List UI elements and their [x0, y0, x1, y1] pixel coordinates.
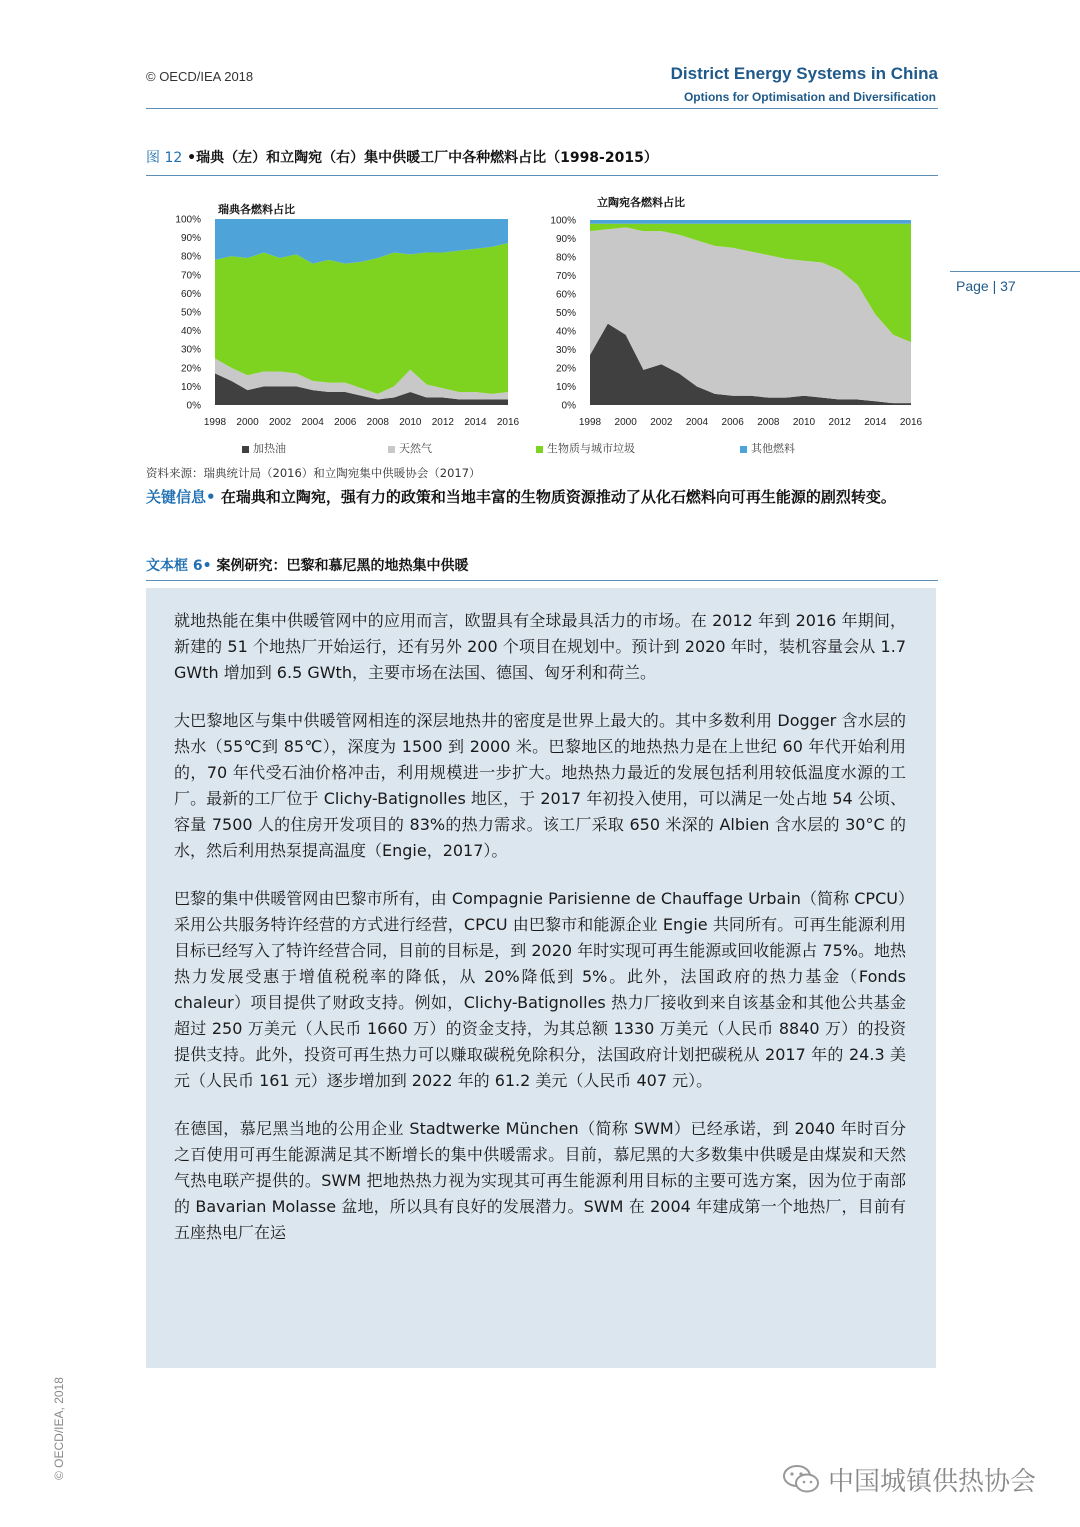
- y-tick-label: 10%: [555, 382, 576, 393]
- legend-item-gas: [388, 440, 432, 456]
- y-tick-label: 0%: [561, 400, 576, 412]
- chart-title: 瑞典各燃料占比: [218, 203, 295, 216]
- figure-caption-text: •瑞典（左）和立陶宛（右）集中供暖工厂中各种燃料占比（1998-2015）: [187, 150, 658, 166]
- vertical-copyright: [52, 1350, 70, 1480]
- lithuania-fuel-share-chart: [545, 192, 935, 435]
- box-caption: [146, 555, 468, 575]
- case-study-paragraph-3: 巴黎的集中供暖管网由巴黎市所有，由 Compagnie Parisienne de Chauffage Urbain（简称 CPCU）采用公共服务特许经营的方式进行经营，CPCU 由巴黎市和能源企业 Engie 共同所有。可再生能源利用目标已经写入了特许经营合同，目前的目标是，到 2020 年时实现可再生能源或回收能源占 75%。地热热力发展受惠于增值税税率的降低，从 20%降低到 5%。此外，法国政府的热力基金（Fonds chaleur）项目提供了财政支持。例如，Clichy-Batignolles 热力厂接收到来自该基金和其他公共基金超过 250 万美元（人民币 1660 万）的资金支持，为其总额 1330 万美元（人民币 8840 万）的投资提供支持。此外，投资可再生热力可以赚取碳税免除积分，法国政府计划把碳税从 2017 年的 24.3 美元（人民币 161 元）逐步增加到 2022 年的 61.2 美元（人民币 407 元）。: [174, 889, 906, 1090]
- legend-label-gas: 天然气: [399, 442, 432, 455]
- figure-divider: [146, 175, 938, 176]
- x-tick-label: 2012: [431, 417, 455, 428]
- x-tick-label: 2000: [614, 417, 637, 428]
- area-series-bio: [215, 243, 508, 394]
- y-tick-label: 90%: [555, 234, 576, 245]
- chart-title: 立陶宛各燃料占比: [597, 196, 685, 209]
- box-title: 案例研究：巴黎和慕尼黑的地热集中供暖: [211, 558, 469, 574]
- sweden-fuel-share-chart: [170, 195, 530, 435]
- x-tick-label: 2012: [828, 417, 851, 428]
- y-tick-label: 40%: [180, 326, 201, 338]
- y-tick-label: 0%: [186, 400, 201, 412]
- y-tick-label: 30%: [555, 345, 576, 356]
- legend-swatch-gas: [388, 446, 395, 453]
- vertical-copyright-text: © OECD/IEA, 2018: [52, 1377, 66, 1480]
- y-tick-label: 100%: [175, 214, 201, 226]
- legend-swatch-bio: [536, 446, 543, 453]
- case-study-paragraph-1: 就地热能在集中供暖管网中的应用而言，欧盟具有全球最具活力的市场。在 2012 年到 2016 年期间，新建的 51 个地热厂开始运行，还有另外 200 个项目在规划中。预计到 2020 年时，装机容量会从 1.7 GWth 增加到 6.5 GWth，主要市场在法国、德国、匈牙利和荷兰。: [174, 611, 906, 682]
- y-tick-label: 100%: [550, 215, 576, 227]
- figure-source: 资料来源：瑞典统计局（2016）和立陶宛集中供暖协会（2017）: [146, 466, 481, 480]
- legend-item-bio: [536, 440, 635, 456]
- y-tick-label: 80%: [180, 251, 201, 263]
- x-tick-label: 2010: [399, 417, 422, 428]
- box-divider: [146, 580, 938, 581]
- header-subtitle: Options for Optimisation and Diversification: [683, 90, 936, 104]
- legend-label-other: 其他燃料: [751, 442, 795, 455]
- legend-swatch-oil: [242, 446, 249, 453]
- y-tick-label: 30%: [180, 344, 201, 356]
- key-message: [146, 485, 938, 509]
- legend-label-oil: 加热油: [253, 442, 286, 455]
- x-tick-label: 2006: [334, 417, 357, 428]
- x-tick-label: 2008: [366, 417, 389, 428]
- watermark-text: 中国城镇供热协会: [828, 1466, 1037, 1497]
- y-tick-label: 70%: [555, 271, 576, 282]
- x-tick-label: 2002: [650, 417, 673, 428]
- x-tick-label: 1998: [203, 417, 227, 428]
- legend-swatch-other: [740, 446, 747, 453]
- x-tick-label: 2008: [757, 417, 780, 428]
- page-number: Page | 37: [956, 278, 1016, 294]
- y-tick-label: 50%: [555, 308, 576, 319]
- key-message-text: 在瑞典和立陶宛，强有力的政策和当地丰富的生物质资源推动了从化石燃料向可再生能源的剧烈转变。: [215, 488, 896, 506]
- header-divider: [146, 108, 938, 109]
- x-tick-label: 2014: [864, 417, 887, 428]
- x-tick-label: 2010: [792, 417, 816, 428]
- key-message-label: 关键信息•: [146, 488, 216, 506]
- wechat-icon: [782, 1464, 820, 1494]
- y-tick-label: 20%: [180, 363, 201, 375]
- x-tick-label: 2002: [268, 417, 292, 428]
- x-tick-label: 2016: [496, 417, 520, 428]
- x-tick-label: 2014: [464, 417, 487, 428]
- y-tick-label: 90%: [180, 233, 201, 245]
- case-study-paragraph-4: 在德国，慕尼黑当地的公用企业 Stadtwerke München（简称 SWM）已经承诺，到 2040 年时百分之百使用可再生能源满足其不断增长的集中供暖需求。目前，慕尼黑的大多数集中供暖是由煤炭和天然气热电联产提供的。SWM 把地热热力视为实现其可再生能源利用目标的主要可选方案，因为位于南部的 Bavarian Molasse 盆地，所以具有良好的发展潜力。SWM 在 2004 年建成第一个地热厂，目前有五座热电厂在运: [174, 1119, 906, 1242]
- figure-caption: [146, 147, 658, 167]
- x-tick-label: 2004: [685, 417, 709, 428]
- legend-item-other: [740, 440, 795, 456]
- y-tick-label: 60%: [180, 288, 201, 300]
- case-study-text: [174, 608, 906, 1268]
- y-tick-label: 10%: [180, 381, 201, 393]
- y-tick-label: 60%: [555, 289, 576, 301]
- x-tick-label: 2016: [899, 417, 923, 428]
- legend-label-bio: 生物质与城市垃圾: [547, 442, 635, 455]
- case-study-paragraph-2: 大巴黎地区与集中供暖管网相连的深层地热井的密度是世界上最大的。其中多数利用 Dogger 含水层的热水（55℃到 85℃），深度为 1500 到 2000 米。巴黎地区的地热热力是在上世纪 60 年代开始利用的，70 年代受石油价格冲击，利用规模进一步扩大。地热热力最近的发展包括利用较低温度水源的工厂。最新的工厂位于 Clichy-Batignolles 地区，于 2017 年初投入使用，可以满足一处占地 54 公顷、容量 7500 人的住房开发项目的 83%的热力需求。该工厂采取 650 米深的 Albien 含水层的 30°C 的水，然后利用热泵提高温度（Engie，2017）。: [174, 711, 906, 860]
- y-tick-label: 20%: [555, 363, 576, 375]
- y-tick-label: 70%: [180, 270, 201, 282]
- chart-legend: [240, 440, 940, 456]
- figure-label: 图 12: [146, 150, 183, 166]
- y-tick-label: 40%: [555, 326, 576, 338]
- x-tick-label: 2006: [721, 417, 744, 428]
- y-tick-label: 50%: [180, 307, 201, 319]
- y-tick-label: 80%: [555, 252, 576, 264]
- x-tick-label: 2004: [301, 417, 324, 428]
- header-copyright: © OECD/IEA 2018: [146, 69, 254, 84]
- area-series-other: [590, 220, 911, 224]
- x-tick-label: 1998: [578, 417, 602, 428]
- x-tick-label: 2000: [236, 417, 259, 428]
- watermark: [782, 1462, 1036, 1496]
- page-divider: [950, 271, 1080, 272]
- legend-item-oil: [242, 440, 286, 456]
- header-title: District Energy Systems in China: [670, 64, 938, 83]
- box-label: 文本框 6•: [146, 558, 212, 574]
